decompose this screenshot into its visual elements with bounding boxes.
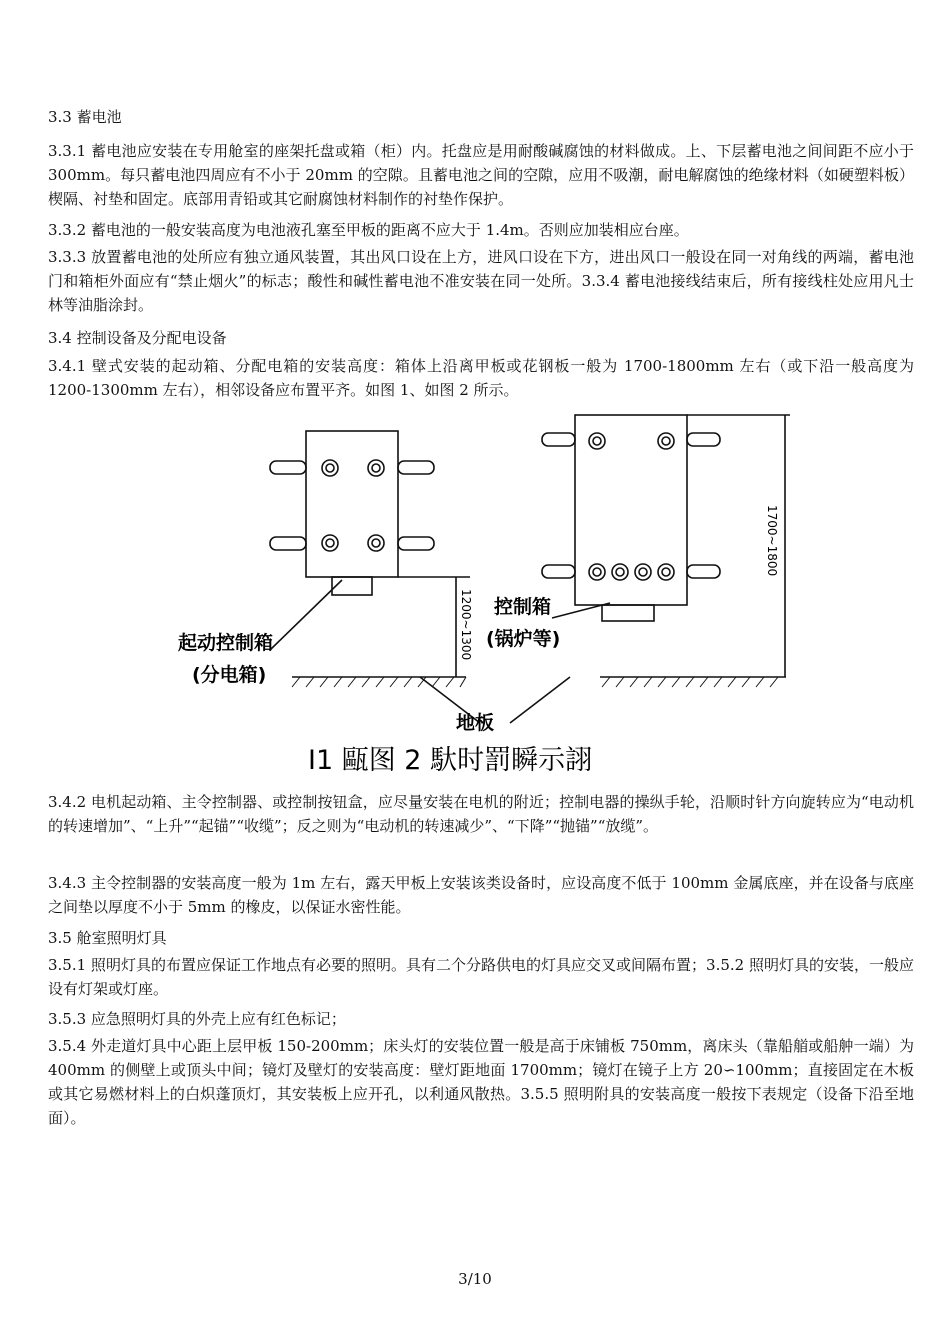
- label-distribution-box: (分电箱): [192, 664, 267, 686]
- installation-height-figure: [178, 405, 800, 780]
- paragraph-text: 3.3.2 蓄电池的一般安装高度为电池液孔塞至甲板的距离不应大于 1.4m。否则应加装相应台座。: [48, 221, 689, 239]
- section-heading-3-5: [48, 926, 914, 950]
- paragraph-text: 3.4.3 主令控制器的安装高度一般为 1m 左右，露天甲板上安装该类设备时，应设高度不低于 100mm 金属底座，并在设备与底座之间垫以厚度不小于 5mm 的橡皮，以保证水密性能。: [48, 874, 914, 916]
- section-heading-3-3: 3.3 蓄电池: [48, 108, 122, 126]
- bracket-shape: [542, 565, 575, 578]
- paragraph-text: 3.5.3 应急照明灯具的外壳上应有红色标记；: [48, 1010, 346, 1028]
- page-number: 3/10: [458, 1270, 492, 1288]
- paragraph-text: 3.4.2 电机起动箱、主令控制器、或控制按钮盒，应尽量安装在电机的附近；控制电器的操纵手轮，沿顺时针方向旋转应为“电动机的转速增加”、“上升”“起锚”“收缆”；反之则为“电动机的转速减少”、“下降”“抛锚”“放缆”。: [48, 793, 914, 835]
- heading-text: 3.5 舱室照明灯具: [48, 929, 167, 947]
- paragraph-3-4-2: [48, 790, 914, 838]
- control-box-base: [602, 605, 654, 621]
- starter-box-shape: [306, 431, 398, 577]
- label-starter-box: 起动控制箱: [178, 632, 274, 654]
- section-heading-3-4: [48, 326, 914, 350]
- label-floor: 地板: [456, 712, 495, 734]
- dimension-left: 1200~1300: [459, 589, 473, 661]
- paragraph-3-3-3: [48, 245, 914, 317]
- paragraph-3-5-1: [48, 953, 914, 1001]
- bracket-shape: [398, 537, 434, 550]
- paragraph-3-4-1: [48, 354, 914, 402]
- bracket-shape: [270, 461, 306, 474]
- bracket-shape: [542, 433, 575, 446]
- paragraph-3-3-1: [48, 139, 914, 211]
- paragraph-text: 3.4.1 壁式安装的起动箱、分配电箱的安装高度：箱体上沿离甲板或花钢板一般为 1700-1800mm 左右（或下沿一般高度为 1200-1300mm 左右），相邻设备应布置平齐。如图 1、如图 2 所示。: [48, 357, 914, 399]
- bracket-shape: [398, 461, 434, 474]
- paragraph-3-3-2: [48, 218, 914, 242]
- paragraph-text: 3.3.3 放置蓄电池的处所应有独立通风装置，其出风口设在上方，进风口设在下方，进出风口一般设在同一对角线的两端，蓄电池门和箱柜外面应有“禁止烟火”的标志；酸性和碱性蓄电池不准安装在同一处所。3.3.4 蓄电池接线结束后，所有接线柱处应用凡士林等油脂涂封。: [48, 248, 914, 314]
- bracket-shape: [687, 433, 720, 446]
- paragraph-text: 3.3.1 蓄电池应安装在专用舱室的座架托盘或箱（柜）内。托盘应是用耐酸碱腐蚀的材料做成。上、下层蓄电池之间间距不应小于 300mm。每只蓄电池四周应有不小于 20mm 的空隙。且蓄电池之间的空隙，应用不吸潮，耐电解腐蚀的绝缘材料（如硬塑料板）楔隔、衬垫和固定。底部用青铅或其它耐腐蚀材料制作的衬垫作保护。: [48, 142, 914, 208]
- dimension-right: 1700~1800: [765, 505, 779, 577]
- starter-box-base: [332, 577, 372, 595]
- paragraph-3-4-3: [48, 871, 914, 919]
- label-control-box: 控制箱: [494, 596, 552, 618]
- label-boiler: (锅炉等): [486, 628, 561, 650]
- paragraph-3-5-3: [48, 1007, 914, 1031]
- bracket-shape: [270, 537, 306, 550]
- paragraph-text: 3.5.1 照明灯具的布置应保证工作地点有必要的照明。具有二个分路供电的灯具应交叉或间隔布置；3.5.2 照明灯具的安装，一般应设有灯架或灯座。: [48, 956, 914, 998]
- control-box-shape: [575, 415, 687, 605]
- heading-text: 3.4 控制设备及分配电设备: [48, 329, 227, 347]
- figure-caption: I1 甌图 2 馱时罰瞬示詡: [308, 745, 593, 776]
- paragraph-3-5-4: [48, 1034, 914, 1130]
- paragraph-text: 3.5.4 外走道灯具中心距上层甲板 150-200mm；床头灯的安装位置一般是高于床铺板 750mm，离床头（靠船艏或船舯一端）为 400mm 的侧壁上或顶头中间；镜灯及壁灯的安装高度：壁灯距地面 1700mm；镜灯在镜子上方 20∽100mm；直接固定在木板或其它易燃材料上的白炽蓬顶灯，其安装板上应开孔，以利通风散热。3.5.5 照明附具的安装高度一般按下表规定（设备下沿至地面）。: [48, 1037, 914, 1127]
- bracket-shape: [687, 565, 720, 578]
